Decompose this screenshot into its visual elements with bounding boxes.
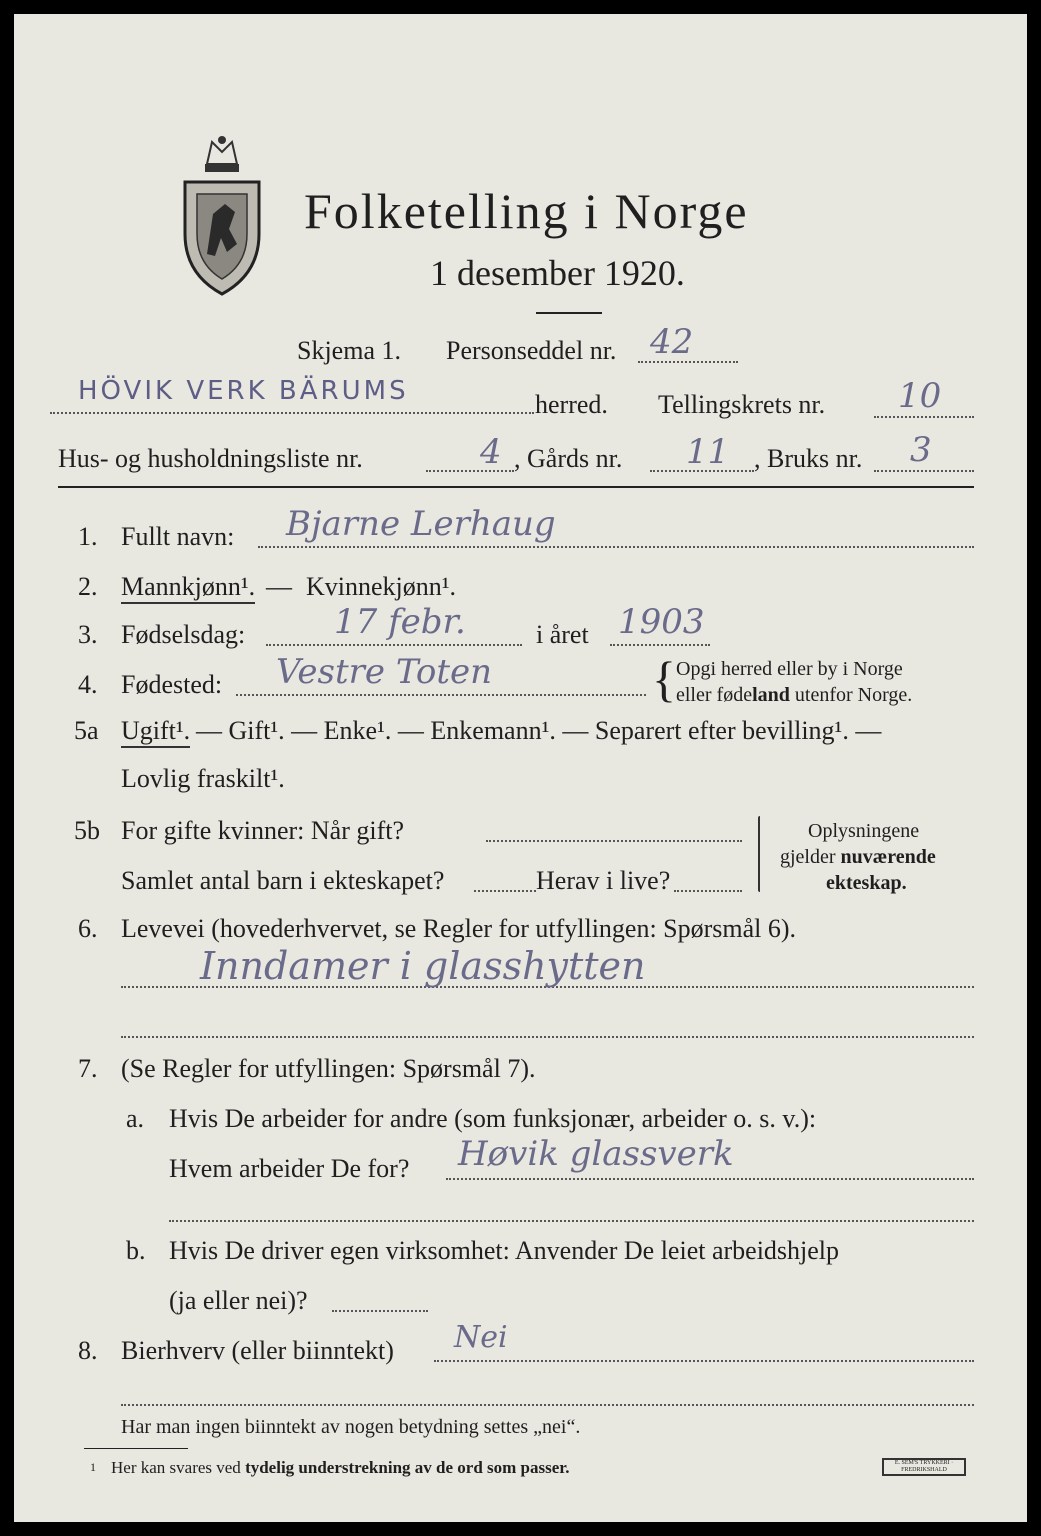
- herred-field[interactable]: [50, 412, 534, 414]
- q2-number: 2.: [78, 572, 98, 601]
- birthday-field[interactable]: [266, 644, 522, 646]
- personseddel-label: Personseddel nr.: [446, 336, 617, 365]
- hired-help-label: (ja eller nei)?: [169, 1286, 308, 1315]
- employer-value: Høvik glassverk: [458, 1134, 734, 1174]
- q4-label: Fødested:: [121, 670, 223, 699]
- q1-number: 1.: [78, 522, 98, 551]
- bruks-label: , Bruks nr.: [754, 444, 863, 473]
- form-title: Folketelling i Norge: [304, 183, 749, 239]
- employer-field-2[interactable]: [169, 1220, 974, 1222]
- divorced-option[interactable]: Lovlig fraskilt¹.: [121, 764, 285, 793]
- children-total-field[interactable]: [474, 890, 536, 892]
- q3-label: Fødselsdag:: [121, 620, 246, 649]
- q7-label: (Se Regler for utfyllingen: Spørsmål 7).: [121, 1054, 536, 1083]
- q5b-number: 5b: [74, 816, 100, 845]
- children-alive-label: Herav i live?: [536, 866, 671, 895]
- q7a-letter: a.: [126, 1104, 145, 1133]
- marriage-note-bracket: [758, 816, 762, 892]
- employer-field[interactable]: [446, 1178, 974, 1180]
- q6-label: Levevei (hovederhvervet, se Regler for utfyllingen: Spørsmål 6).: [121, 914, 797, 943]
- title-divider: [536, 312, 602, 314]
- footnote-divider: [84, 1448, 188, 1449]
- q4-number: 4.: [78, 670, 98, 699]
- bruks-value: 3: [910, 430, 932, 470]
- coat-of-arms-icon: [177, 134, 267, 299]
- printer-stamp: E. SEM'S TRYKKERI · FREDRIKSHALD: [882, 1458, 966, 1476]
- q7-number: 7.: [78, 1054, 98, 1083]
- bruks-field[interactable]: [874, 470, 974, 472]
- schema-label: Skjema 1.: [297, 336, 401, 365]
- q7a-text: Hvis De arbeider for andre (som funksjonær, arbeider o. s. v.):: [169, 1104, 817, 1133]
- gards-label: , Gårds nr.: [514, 444, 623, 473]
- gards-value: 11: [686, 432, 730, 472]
- q7b-letter: b.: [126, 1236, 146, 1265]
- personseddel-value: 42: [650, 322, 694, 362]
- full-name-value: Bjarne Lerhaug: [286, 504, 556, 544]
- q3-number: 3.: [78, 620, 98, 649]
- census-date: 1 desember 1920.: [430, 253, 685, 293]
- birthplace-brace: {: [652, 651, 676, 707]
- marriage-note-3: ekteskap.: [826, 872, 907, 894]
- marital-options[interactable]: — Gift¹. — Enke¹. — Enkemann¹. — Separert efter bevilling¹. —: [196, 716, 882, 745]
- q2-separator: —: [266, 572, 292, 601]
- tellingskrets-field[interactable]: [874, 416, 974, 418]
- q5a-number: 5a: [74, 716, 99, 745]
- side-income-field[interactable]: [434, 1360, 974, 1362]
- birthplace-field[interactable]: [236, 694, 646, 696]
- side-income-field-2[interactable]: [121, 1404, 974, 1406]
- marriage-note-1: Oplysningene: [808, 820, 920, 842]
- census-form: [14, 14, 1027, 1522]
- birth-year-field[interactable]: [610, 644, 710, 646]
- female-option[interactable]: Kvinnekjønn¹.: [306, 572, 457, 601]
- herred-stamp: HÖVIK VERK BÄRUMS: [78, 376, 409, 406]
- married-when-label: For gifte kvinner: Når gift?: [121, 816, 405, 845]
- children-total-label: Samlet antal barn i ekteskapet?: [121, 866, 445, 895]
- birth-year-value: 1903: [618, 602, 705, 642]
- footnote-mark: 1: [90, 1460, 96, 1474]
- birthplace-value: Vestre Toten: [276, 652, 493, 692]
- tellingskrets-label: Tellingskrets nr.: [658, 390, 826, 419]
- herred-label: herred.: [535, 390, 608, 419]
- occupation-field-2[interactable]: [121, 1036, 974, 1038]
- married-when-field[interactable]: [486, 840, 742, 842]
- children-alive-field[interactable]: [674, 890, 742, 892]
- q6-number: 6.: [78, 914, 98, 943]
- side-income-value: Nei: [454, 1320, 508, 1355]
- birthday-value: 17 febr.: [334, 602, 466, 642]
- q1-label: Fullt navn:: [121, 522, 235, 551]
- full-name-field[interactable]: [258, 546, 974, 548]
- unmarried-option[interactable]: Ugift¹.: [121, 716, 190, 748]
- q7b-text: Hvis De driver egen virksomhet: Anvender De leiet arbeidshjelp: [169, 1236, 840, 1265]
- marriage-note-2: gjelder nuværende: [780, 846, 936, 868]
- occupation-value: Inndamer i glasshytten: [200, 944, 646, 988]
- liste-value: 4: [480, 432, 502, 472]
- tellingskrets-value: 10: [898, 376, 942, 416]
- q8-label: Bierhverv (eller biinntekt): [121, 1336, 394, 1365]
- q8-number: 8.: [78, 1336, 98, 1365]
- hired-help-field[interactable]: [332, 1310, 428, 1312]
- header-divider: [58, 486, 974, 488]
- footer-note: Har man ingen biinntekt av nogen betydning settes „nei“.: [121, 1416, 581, 1438]
- footnote-text: Her kan svares ved tydelig understrekning av de ord som passer.: [111, 1458, 570, 1477]
- male-option[interactable]: Mannkjønn¹.: [121, 572, 255, 604]
- year-label: i året: [536, 620, 589, 649]
- liste-label: Hus- og husholdningsliste nr.: [58, 444, 363, 473]
- birthplace-note-2: eller fødeland utenfor Norge.: [676, 684, 913, 706]
- birthplace-note-1: Opgi herred eller by i Norge: [676, 658, 903, 680]
- employer-label: Hvem arbeider De for?: [169, 1154, 410, 1183]
